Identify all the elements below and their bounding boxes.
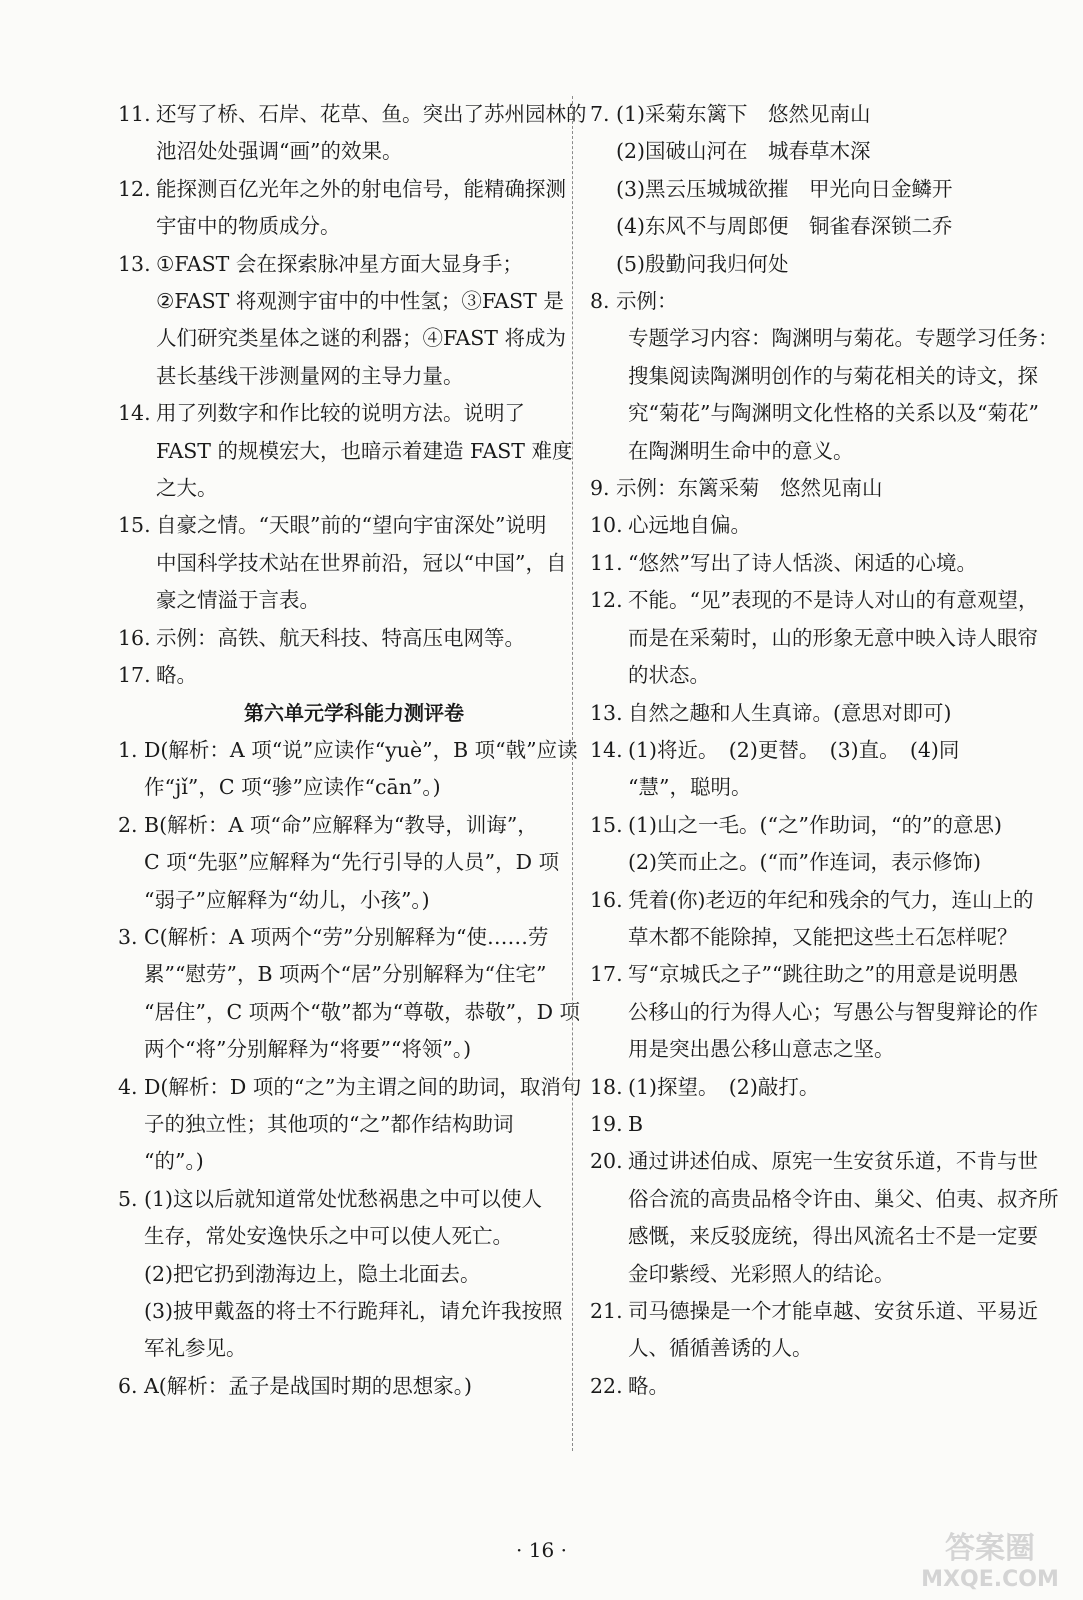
answer-line: (2)笑而止之。(“而”作连词，表示修饰) [628,850,981,875]
item-number: 16. [118,625,151,650]
answer-line: “弱子”应解释为“幼儿，小孩”。) [144,887,430,912]
answer-line: (1)将近。 (2)更替。 (3)直。 (4)同 [628,737,960,762]
answer-line: (1)山之一毛。(“之”作助词，“的”的意思) [628,812,1002,837]
answer-line: “慧”，聪明。 [628,775,752,800]
answer-line: 通过讲述伯成、原宪一生安贫乐道，不肯与世 [628,1149,1038,1174]
answer-line: ①FAST 会在探索脉冲星方面大显身手； [156,251,523,276]
item-number: 17. [590,962,623,987]
answer-line: 在陶渊明生命中的意义。 [628,438,854,463]
answer-line: 之大。 [156,476,218,501]
item-number: 21. [590,1299,623,1323]
answer-line: 而是在采菊时，山的形象无意中映入诗人眼帘 [628,625,1038,650]
answer-line: 两个“将”分别解释为“将要”“将领”。) [144,1037,472,1062]
answer-line: 自然之趣和人生真谛。(意思对即可) [628,700,952,725]
item-number: 7. [590,102,610,126]
answer-line: 能探测百亿光年之外的射电信号，能精确探测 [156,176,566,201]
answer-line: 子的独立性；其他项的“之”都作结构助词 [144,1111,514,1136]
answer-line: (5)殷勤问我归何处 [616,251,789,276]
answer-line: 写“京城氏之子”“跳往助之”的用意是说明愚 [628,962,1019,987]
answer-line: 人们研究类星体之谜的利器；④FAST 将成为 [156,326,566,351]
item-number: 2. [118,812,138,837]
answer-line: 俗合流的高贵品格令许由、巢父、伯夷、叔齐所 [628,1186,1059,1211]
answer-item [590,1069,980,1106]
item-number: 15. [590,812,623,837]
item-number: 20. [590,1149,623,1174]
item-number: 19. [590,1111,623,1136]
answer-list-right [590,96,1059,1405]
answer-line: FAST 的规模宏大，也暗示着建造 FAST 难度 [156,438,573,463]
answer-item [118,657,560,694]
answer-line: 中国科学技术站在世界前沿，冠以“中国”，自 [156,550,567,575]
item-number: 6. [118,1373,138,1398]
answer-item [590,283,980,320]
item-number: 4. [118,1074,138,1099]
answer-line: (1)采菊东篱下 悠然见南山 [616,102,871,126]
answer-line: 示例：高铁、航天科技、特高压电网等。 [156,625,525,650]
answer-item [118,1368,560,1405]
column-divider [572,96,573,1451]
answer-line: D(解析：A 项“说”应读作“yuè”，B 项“戟”应读 [144,737,578,762]
answer-item [118,171,566,246]
answer-item [590,1143,1059,1293]
answer-line: “的”。) [144,1149,204,1174]
answer-line: 用了列数字和作比较的说明方法。说明了 [156,401,525,426]
item-number: 5. [118,1186,138,1211]
answer-line: 究“菊花”与陶渊明文化性格的关系以及“菊花” [628,401,1039,426]
answer-line: “居住”，C 项两个“敬”都为“尊敬，恭敬”，D 项 [144,999,581,1024]
answer-line: C(解析：A 项两个“劳”分别解释为“使……劳 [144,924,549,949]
answer-line: 甚长基线干涉测量网的主导力量。 [156,363,464,388]
left-column [118,96,587,1405]
item-number: 3. [118,924,138,949]
answer-item [590,956,1038,1068]
answer-line: 作“jǐ”，C 项“骖”应读作“cān”。) [144,775,441,800]
item-number: 8. [590,289,610,314]
item-number: 11. [118,102,151,126]
answer-item [118,807,560,919]
item-number: 11. [590,550,623,575]
answer-line: 感慨，来反驳庞统，得出风流名士不是一定要 [628,1224,1038,1249]
answer-line: C 项“先驱”应解释为“先行引导的人员”，D 项 [144,850,560,875]
answer-list-top [118,96,587,695]
item-number: 17. [118,663,151,688]
answer-item [118,246,566,396]
answer-item [590,1106,980,1143]
answer-line: 专题学习内容：陶渊明与菊花。专题学习任务： [628,326,1059,351]
page-number: · 16 · [516,1538,567,1562]
answer-line: B [628,1111,644,1136]
answer-line: 草木都不能除掉，又能把这些土石怎样呢？ [628,924,1018,949]
item-number: 15. [118,513,151,538]
item-number: 16. [590,887,623,912]
answer-item [590,695,980,732]
item-number: 18. [590,1074,623,1099]
answer-line: (3)黑云压城城欲摧 甲光向日金鳞开 [616,176,953,201]
answer-line: A(解析：孟子是战国时期的思想家。) [144,1373,473,1398]
answer-line: 豪之情溢于言表。 [156,588,320,613]
answer-line: 还写了桥、石岸、花草、鱼。突出了苏州园林的 [156,102,587,126]
answer-line: (1)这以后就知道常处忧愁祸患之中可以使人 [144,1186,543,1211]
answer-line: 搜集阅读陶渊明创作的与菊花相关的诗文，探 [628,363,1038,388]
answer-item [590,96,980,283]
answer-item [590,732,980,807]
answer-line: 略。 [156,663,197,688]
item-number: 14. [118,401,151,426]
answer-line: D(解析：D 项的“之”为主谓之间的助词，取消句 [144,1074,582,1099]
item-number: 22. [590,1373,623,1398]
answer-line: 心远地自偏。 [628,513,751,538]
answer-item [590,320,1059,470]
answer-line: 自豪之情。“天眼”前的“望向宇宙深处”说明 [156,513,547,538]
watermark-en: MXQE.COM [921,1567,1059,1592]
answer-item [590,470,980,507]
answer-item [118,919,581,1069]
right-column [590,96,1059,1405]
answer-line: 累”“慰劳”，B 项两个“居”分别解释为“住宅” [144,962,547,987]
answer-line: 军礼参见。 [144,1336,247,1361]
answer-line: 宇宙中的物质成分。 [156,214,341,239]
answer-line: 示例： [616,289,678,314]
answer-item [118,96,587,171]
item-number: 14. [590,737,623,762]
answer-item [590,882,1034,957]
answer-line: 公移山的行为得人心；写愚公与智叟辩论的作 [628,999,1038,1024]
answer-line: (4)东风不与周郎便 铜雀春深锁二乔 [616,214,953,239]
answer-line: (1)探望。 (2)敲打。 [628,1074,820,1099]
answer-line: 金印紫绶、光彩照人的结论。 [628,1261,895,1286]
answer-line: “悠然”写出了诗人恬淡、闲适的心境。 [628,550,977,575]
answer-item [590,545,980,582]
answer-line: 人、循循善诱的人。 [628,1336,813,1361]
item-number: 1. [118,737,138,762]
answer-item [118,1069,582,1181]
answer-line: 司马德操是一个才能卓越、安贫乐道、平易近 [628,1299,1038,1323]
answer-line: B(解析：A 项“命”应解释为“教导，训诲”， [144,812,538,837]
watermark-logo [905,1522,1075,1594]
item-number: 12. [590,588,623,613]
section-heading: 第六单元学科能力测评卷 [244,700,464,725]
answer-line: (2)国破山河在 城春草木深 [616,139,871,164]
answer-line: 不能。“见”表现的不是诗人对山的有意观望， [628,588,1039,613]
answer-item [118,395,573,507]
answer-list-bottom [118,732,582,1405]
answer-item [590,582,1039,694]
item-number: 13. [590,700,623,725]
item-number: 9. [590,476,610,501]
answer-item [118,620,560,657]
answer-line: 示例：东篱采菊 悠然见南山 [616,476,883,501]
item-number: 10. [590,513,623,538]
item-number: 12. [118,176,151,201]
answer-line: (3)披甲戴盔的将士不行跪拜礼，请允许我按照 [144,1299,563,1323]
answer-line: 池沼处处强调“画”的效果。 [156,139,403,164]
answer-item [118,732,578,807]
answer-item [590,1368,980,1405]
answer-line: ②FAST 将观测宇宙中的中性氢；③FAST 是 [156,289,564,314]
answer-item [590,1293,1038,1368]
answer-item [590,807,1002,882]
answer-line: 略。 [628,1373,669,1398]
answer-item [118,507,567,619]
answer-line: 的状态。 [628,663,710,688]
item-number: 13. [118,251,151,276]
watermark-cn: 答案圈 [945,1531,1035,1566]
answer-item [590,507,980,544]
answer-line: 用是突出愚公移山意志之坚。 [628,1037,895,1062]
answer-line: (2)把它扔到渤海边上，隐土北面去。 [144,1261,481,1286]
answer-line: 凭着(你)老迈的年纪和残余的气力，连山上的 [628,887,1034,912]
answer-item [118,1181,563,1368]
answer-line: 生存，常处安逸快乐之中可以使人死亡。 [144,1224,513,1249]
